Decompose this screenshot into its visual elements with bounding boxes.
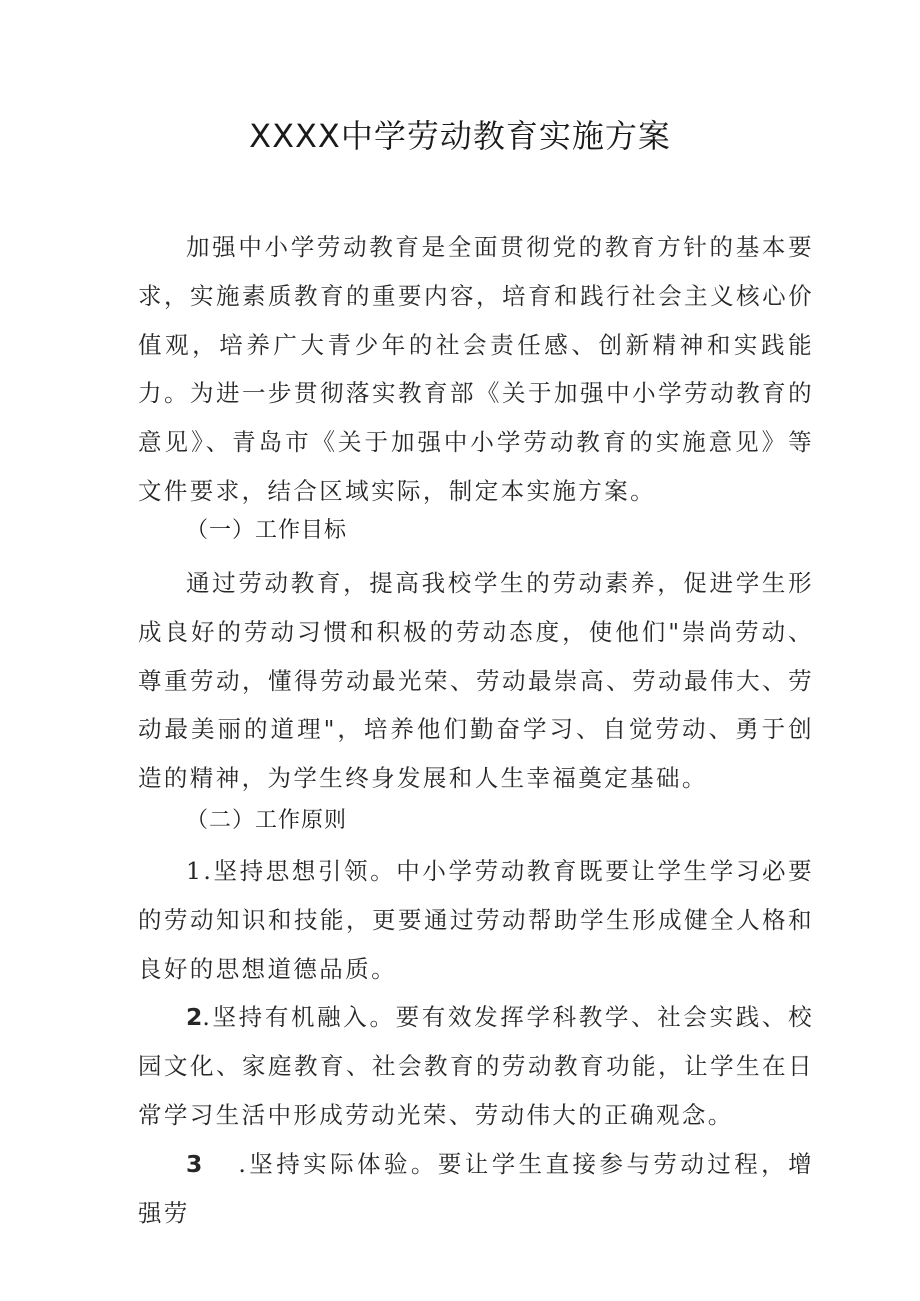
principle-text: 坚持思想引领。中小学劳动教育既要让学生学习必要的劳动知识和技能，更要通过劳动帮助学生形成健全人格和良好的思想道德品质。 [138, 857, 814, 983]
principle-text: .坚持有机融入。要有效发挥学科教学、社会实践、校园文化、家庭教育、社会教育的劳动教育功能，让学生在日常学习生活中形成劳动光荣、劳动伟大的正确观念。 [138, 1003, 814, 1129]
section-heading-principles: （二）工作原则 [186, 808, 348, 833]
principle-number: 3 [186, 1150, 203, 1178]
intro-paragraph: 加强中小学劳动教育是全面贯彻党的教育方针的基本要求，实施素质教育的重要内容，培育和践行社会主义核心价值观，培养广大青少年的社会责任感、创新精神和实践能力。为进一步贯彻落实教育部《关于加强中小学劳动教育的意见》、青岛市《关于加强中小学劳动教育的实施意见》等文件要求，结合区域实际，制定本实施方案。 [138, 233, 814, 505]
principle-item-3 [138, 1140, 814, 1238]
principle-item-2 [138, 993, 814, 1139]
principle-text: .坚持实际体验。要让学生直接参与劳动过程，增强劳 [138, 1150, 814, 1227]
document-title: XXXX中学劳动教育实施方案 [249, 117, 671, 155]
goals-paragraph: 通过劳动教育，提高我校学生的劳动素养，促进学生形成良好的劳动习惯和积极的劳动态度，使他们"崇尚劳动、尊重劳动，懂得劳动最光荣、劳动最崇高、劳动最伟大、劳动最美丽的道理"，培养他们勤奋学习、自觉劳动、勇于创造的精神，为学生终身发展和人生幸福奠定基础。 [138, 569, 814, 793]
section-heading-goals: （一）工作目标 [186, 518, 348, 543]
principle-number: 1. [186, 857, 214, 885]
principle-number: 2 [186, 1003, 203, 1031]
principle-item-1 [138, 847, 814, 993]
